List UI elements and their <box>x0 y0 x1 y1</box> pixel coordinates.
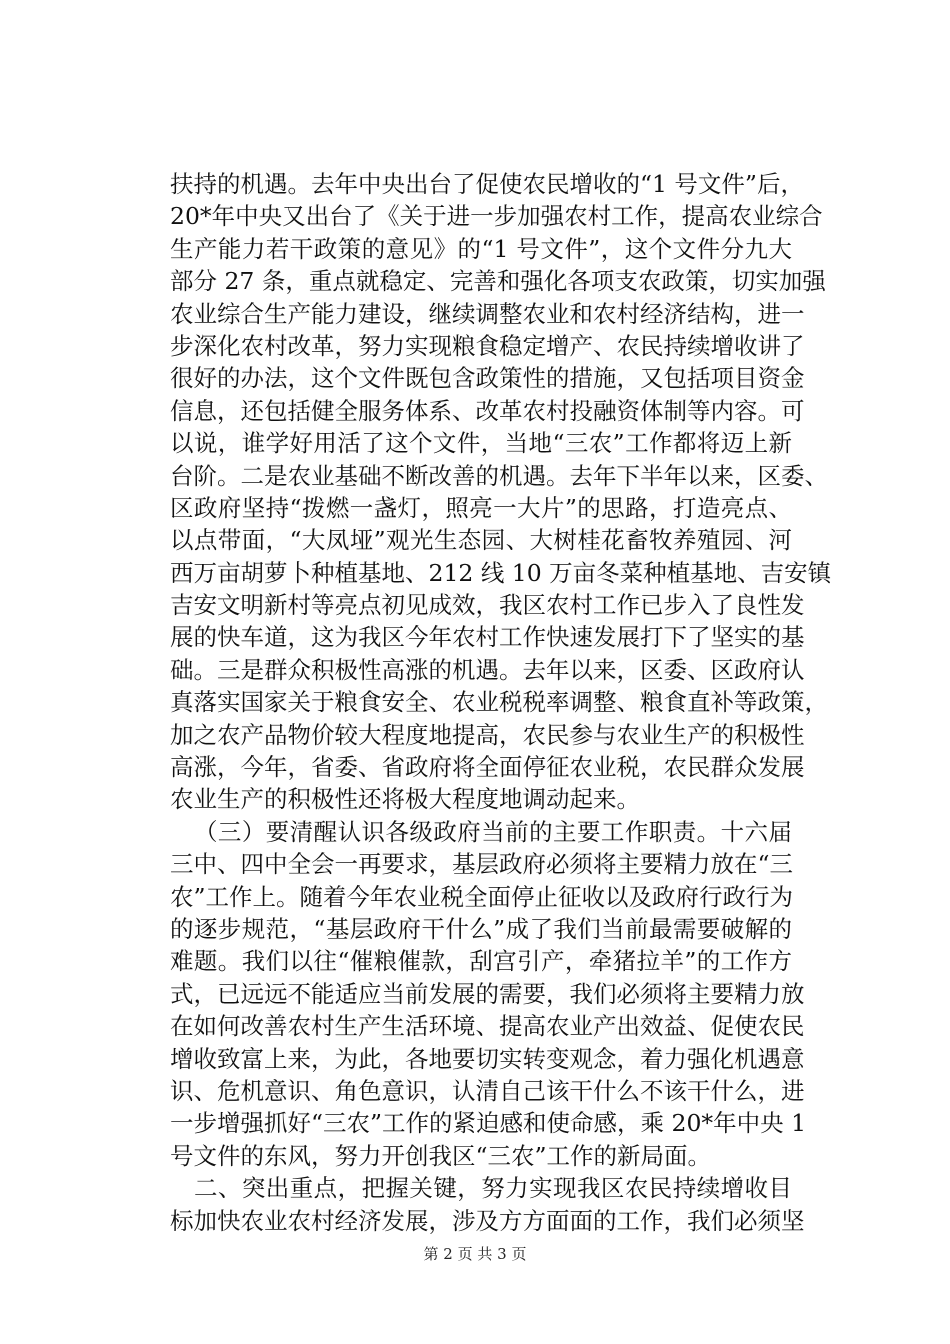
text-line: 很好的办法，这个文件既包含政策性的措施，又包括项目资金 <box>170 364 805 393</box>
text-line: 20*年中央又出台了《关于进一步加强农村工作，提高农业综合 <box>170 202 823 231</box>
page-footer: 第 2 页 共 3 页 <box>423 1245 527 1263</box>
text-line: 农业综合生产能力建设，继续调整农业和农村经济结构，进一 <box>170 299 805 328</box>
text-line: 展的快车道，这为我区今年农村工作快速发展打下了坚实的基 <box>170 623 805 652</box>
text-line: 识、危机意识、角色意识，认清自己该干什么不该干什么，进 <box>170 1076 805 1105</box>
text-line: 农业生产的积极性还将极大程度地调动起来。 <box>170 785 640 814</box>
text-line: 一步增强抓好“三农”工作的紧迫感和使命感，乘 20*年中央 1 <box>170 1109 807 1138</box>
text-line: 加之农产品物价较大程度地提高，农民参与农业生产的积极性 <box>170 720 805 749</box>
text-line: 二、突出重点，把握关键，努力实现我区农民持续增收目 <box>194 1174 792 1203</box>
text-line: 在如何改善农村生产生活环境、提高农业产出效益、促使农民 <box>170 1012 805 1041</box>
text-line: 西万亩胡萝卜种植基地、212 线 10 万亩冬菜种植基地、吉安镇 <box>170 558 832 587</box>
text-line: 以点带面，“大凤垭”观光生态园、大树桂花畜牧养殖园、河 <box>170 526 792 555</box>
text-line: 吉安文明新村等亮点初见成效，我区农村工作已步入了良性发 <box>170 591 805 620</box>
text-line: 增收致富上来，为此，各地要切实转变观念，着力强化机遇意 <box>170 1044 805 1073</box>
text-line: 步深化农村改革，努力实现粮食稳定增产、农民持续增收讲了 <box>170 331 805 360</box>
text-line: 难题。我们以往“催粮催款，刮宫引产，牵猪拉羊”的工作方 <box>170 947 792 976</box>
text-line: 农”工作上。随着今年农业税全面停止征收以及政府行政行为 <box>170 882 794 911</box>
text-line: 以说，谁学好用活了这个文件，当地“三农”工作都将迈上新 <box>170 429 792 458</box>
text-line: 生产能力若干政策的意见》的“1 号文件”，这个文件分九大 <box>170 234 792 263</box>
text-line: 部分 27 条，重点就稳定、完善和强化各项支农政策，切实加强 <box>170 267 826 296</box>
text-line: 高涨，今年，省委、省政府将全面停征农业税，农民群众发展 <box>170 753 805 782</box>
text-line: （三）要清醒认识各级政府当前的主要工作职责。十六届 <box>194 817 792 846</box>
text-line: 的逐步规范，“基层政府干什么”成了我们当前最需要破解的 <box>170 914 792 943</box>
text-line: 区政府坚持“拨燃一盏灯，照亮一大片”的思路，打造亮点、 <box>170 493 792 522</box>
text-line: 式，已远远不能适应当前发展的需要，我们必须将主要精力放 <box>170 979 805 1008</box>
body-text <box>170 168 832 1237</box>
text-line: 号文件的东风，努力开创我区“三农”工作的新局面。 <box>170 1141 712 1170</box>
text-line: 础。三是群众积极性高涨的机遇。去年以来，区委、区政府认 <box>170 655 805 684</box>
text-line: 信息，还包括健全服务体系、改革农村投融资体制等内容。可 <box>170 396 805 425</box>
text-line: 台阶。二是农业基础不断改善的机遇。去年下半年以来，区委、 <box>170 461 828 490</box>
text-line: 真落实国家关于粮食安全、农业税税率调整、粮食直补等政策， <box>170 688 828 717</box>
text-line: 扶持的机遇。去年中央出台了促使农民增收的“1 号文件”后， <box>170 170 804 198</box>
text-line: 标加快农业农村经济发展，涉及方方面面的工作，我们必须坚 <box>170 1206 805 1235</box>
text-line: 三中、四中全会一再要求，基层政府必须将主要精力放在“三 <box>170 850 794 879</box>
